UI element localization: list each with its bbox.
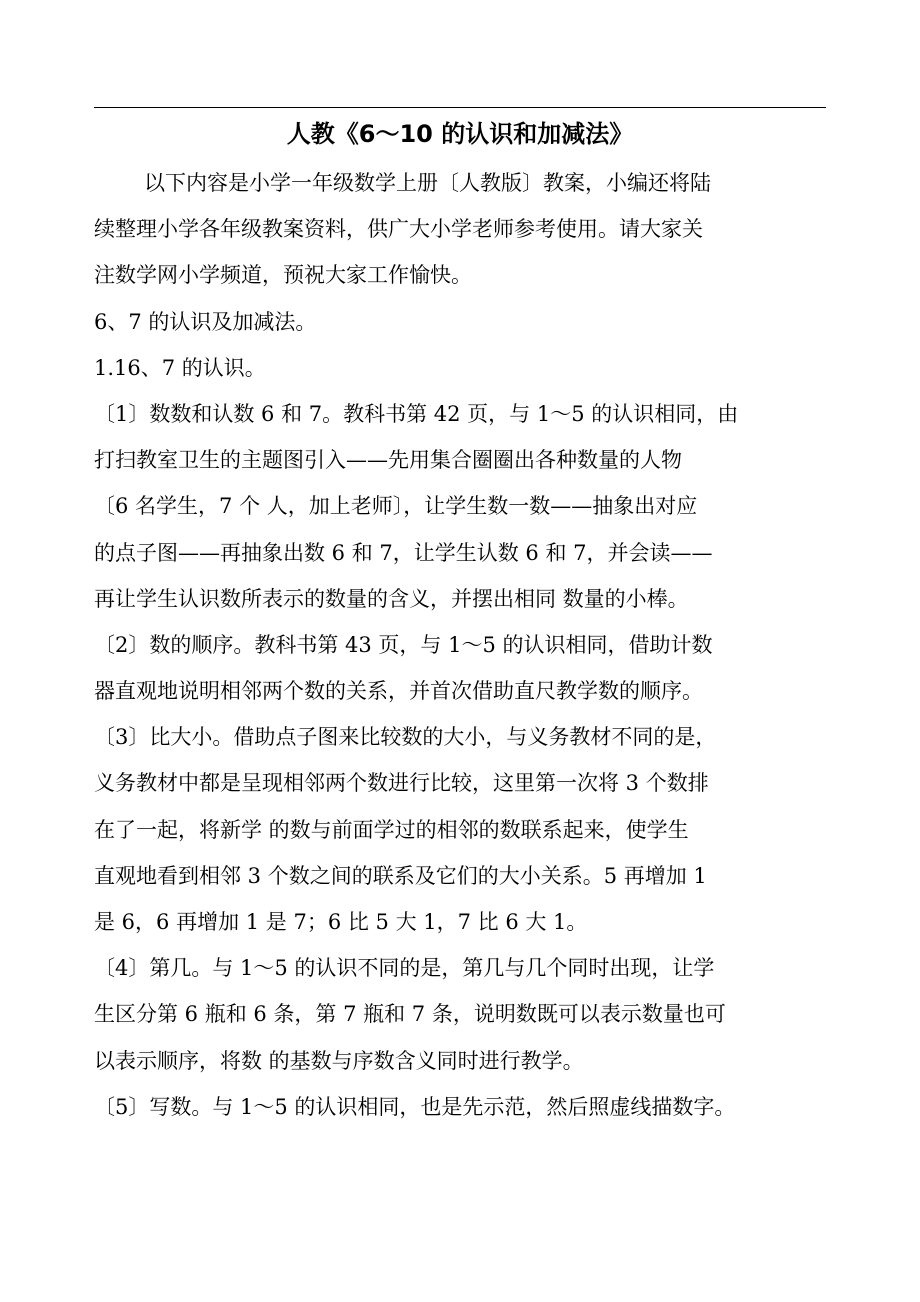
paragraph-line: 〔1〕数数和认数 6 和 7。教科书第 42 页，与 1～5 的认识相同，由 (94, 401, 739, 426)
paragraph-line: 〔2〕数的顺序。教科书第 43 页，与 1～5 的认识相同，借助计数 (94, 632, 713, 657)
paragraph-line: 以下内容是小学一年级数学上册〔人教版〕教案，小编还将陆 (144, 171, 711, 195)
section-heading: 1.16、7 的认识。 (94, 355, 266, 380)
paragraph-line: 以表示顺序，将数 的基数与序数含义同时进行教学。 (94, 1048, 584, 1073)
paragraph-line: 生区分第 6 瓶和 6 条，第 7 瓶和 7 条，说明数既可以表示数量也可 (94, 1002, 726, 1027)
paragraph-line: 在了一起，将新学 的数与前面学过的相邻的数联系起来，使学生 (94, 817, 689, 842)
paragraph-line: 〔5〕写数。与 1～5 的认识相同，也是先示范，然后照虚线描数字。 (94, 1094, 736, 1119)
paragraph-line: 再让学生认识数所表示的数量的含义，并摆出相同 数量的小棒。 (94, 586, 689, 611)
paragraph-line: 注数学网小学频道，预祝大家工作愉快。 (94, 263, 472, 288)
paragraph-line: 是 6，6 再增加 1 是 7；6 比 5 大 1，7 比 6 大 1。 (94, 910, 588, 934)
paragraph-line: 直观地看到相邻 3 个数之间的联系及它们的大小关系。5 再增加 1 (94, 863, 707, 888)
section-heading: 6、7 的认识及加减法。 (94, 309, 317, 334)
paragraph-line: 〔4〕第几。与 1～5 的认识不同的是，第几与几个同时出现，让学 (94, 956, 715, 981)
paragraph-line: 续整理小学各年级教案资料，供广大小学老师参考使用。请大家关 (94, 217, 703, 242)
paragraph-line: 义务教材中都是呈现相邻两个数进行比较，这里第一次将 3 个数排 (94, 771, 709, 796)
document-body (94, 160, 826, 1130)
paragraph-line: 〔6 名学生，7 个 人，加上老师〕，让学生数一数——抽象出对应 (94, 494, 698, 519)
document-title: 人教《6～10 的认识和加减法》 (286, 120, 634, 148)
paragraph-line: 〔3〕比大小。借助点子图来比较数的大小，与义务教材不同的是， (94, 725, 717, 750)
paragraph-line: 器直观地说明相邻两个数的关系，并首次借助直尺教学数的顺序。 (94, 679, 703, 704)
paragraph-line: 打扫教室卫生的主题图引入——先用集合圈圈出各种数量的人物 (94, 448, 682, 473)
header-rule (94, 107, 826, 108)
paragraph-line: 的点子图——再抽象出数 6 和 7，让学生认数 6 和 7，并会读—— (94, 540, 713, 565)
